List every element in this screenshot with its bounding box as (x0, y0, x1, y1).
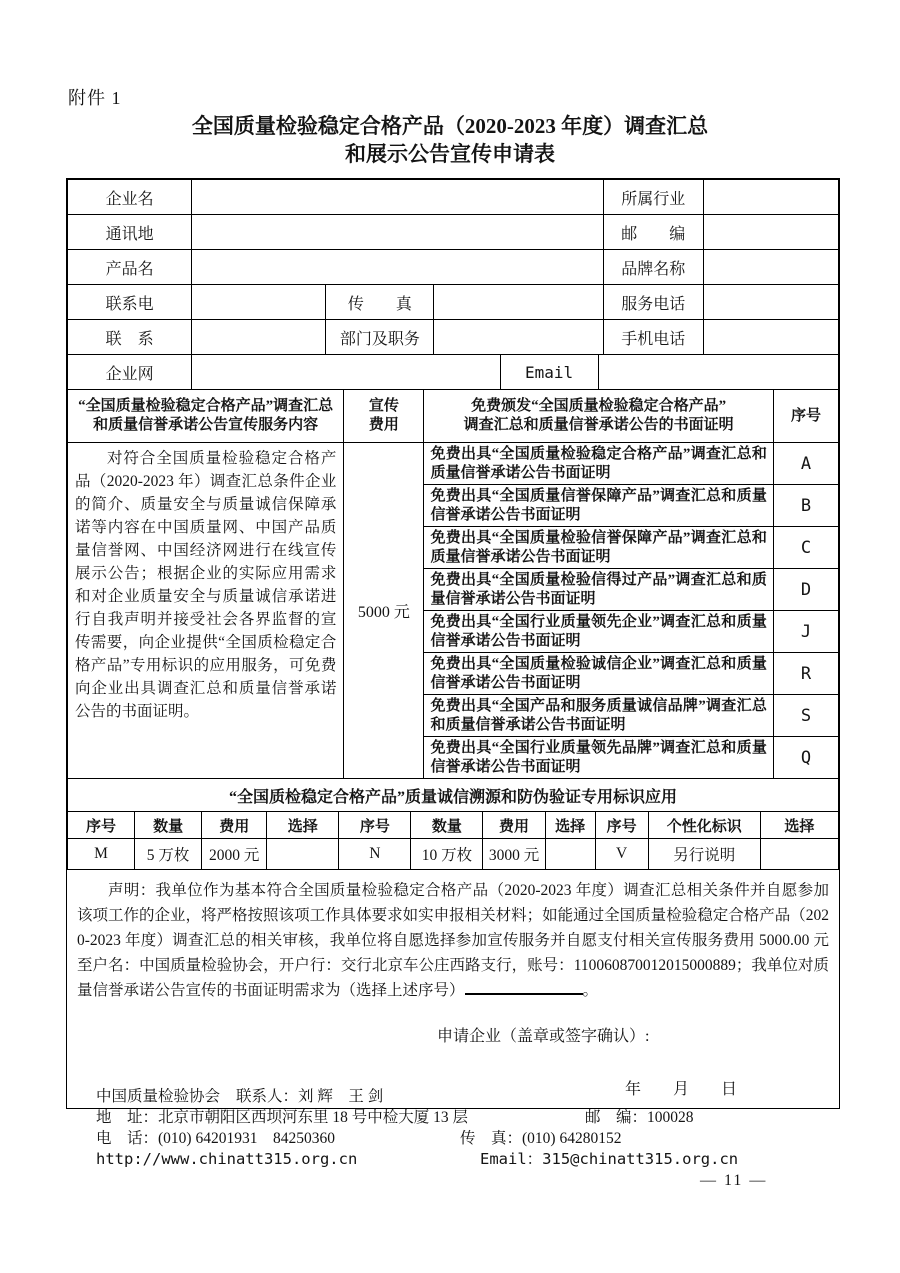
footer-postcode: 邮 编：100028 (585, 1109, 694, 1126)
marks-header: 序号 (595, 812, 648, 839)
marks-header: 费用 (483, 812, 545, 839)
postcode-field[interactable] (703, 215, 838, 250)
page-title (0, 112, 900, 168)
marks-header: 选择 (760, 812, 838, 839)
serial-code[interactable]: C (773, 527, 838, 569)
footer-org: 中国质量检验协会 (96, 1088, 221, 1105)
fee-value: 5000 元 (344, 443, 424, 779)
industry-field[interactable] (703, 180, 838, 215)
choice-m-field[interactable] (267, 839, 339, 870)
serial-code[interactable]: D (773, 569, 838, 611)
serial-header: 序号 (773, 390, 838, 443)
marks-section-table (67, 778, 839, 870)
service-content-header: “全国质量检验稳定合格产品”调查汇总 和质量信誉承诺公告宣传服务内容 (68, 390, 344, 443)
serial-code[interactable]: S (773, 695, 838, 737)
table-row (68, 320, 839, 355)
certificate-item-text: 免费出具“全国质量检验稳定合格产品”调查汇总和质量信誉承诺公告书面证明 (424, 443, 773, 485)
marks-qty-n: 10 万枚 (411, 839, 483, 870)
attachment-label: 附件 1 (68, 88, 122, 108)
choice-n-field[interactable] (545, 839, 595, 870)
company-name-field[interactable] (192, 180, 604, 215)
footer-address: 地 址：北京市朝阳区西坝河东里 18 号中检大厦 13 层 (96, 1109, 469, 1126)
declaration-cell (67, 869, 839, 1108)
table-row (68, 180, 839, 215)
phone-field[interactable] (192, 285, 326, 320)
address-field[interactable] (192, 215, 604, 250)
service-description: 对符合全国质量检验稳定合格产品（2020-2023 年）调查汇总条件企业的简介、质量安全与质量诚信保障承诺等内容在中国质量网、中国产品质量信誉网、中国经济网进行在线宣传展示公告；根据企业的实际应用需求和对企业质量安全与质量诚信承诺进行自我声明并接受社会各界监督的宣传需要，向企业提供“全国质检稳定合格产品”专用标识的应用服务，可免费向企业出具调查汇总和质量信誉承诺公告的书面证明。 (75, 450, 337, 720)
footer-line-1 (68, 1086, 840, 1107)
marks-serial-n: N (339, 839, 411, 870)
marks-fee-n: 3000 元 (483, 839, 545, 870)
phone-label: 联系电 (68, 285, 192, 320)
industry-label: 所属行业 (603, 180, 703, 215)
marks-header: 序号 (339, 812, 411, 839)
address-label: 通讯地 (68, 215, 192, 250)
marks-qty-m: 5 万枚 (135, 839, 202, 870)
marks-header: 个性化标识 (648, 812, 760, 839)
service-description-cell (68, 443, 344, 779)
service-phone-label: 服务电话 (603, 285, 703, 320)
marks-header-row (68, 812, 839, 839)
serial-code[interactable]: R (773, 653, 838, 695)
brand-name-field[interactable] (703, 250, 838, 285)
marks-title-row (68, 779, 839, 812)
certificate-item-text: 免费出具“全国行业质量领先品牌”调查汇总和质量信誉承诺公告书面证明 (424, 737, 773, 779)
page-number: — 11 — (700, 1172, 768, 1189)
table-row (68, 355, 839, 390)
certificate-item-text: 免费出具“全国质量检验信誉保障产品”调查汇总和质量信誉承诺公告书面证明 (424, 527, 773, 569)
marks-header: 数量 (135, 812, 202, 839)
marks-header: 费用 (202, 812, 267, 839)
product-name-label: 产品名 (68, 250, 192, 285)
marks-section-title: “全国质检稳定合格产品”质量诚信溯源和防伪验证专用标识应用 (68, 779, 839, 812)
certificate-item-text: 免费出具“全国质量检验信得过产品”调查汇总和质量信誉承诺公告书面证明 (424, 569, 773, 611)
certificate-item-text: 免费出具“全国质量检验诚信企业”调查汇总和质量信誉承诺公告书面证明 (424, 653, 773, 695)
fax-label: 传 真 (326, 285, 434, 320)
signature-label: 申请企业（盖章或签字确认）: (437, 1028, 650, 1045)
email-label: Email (500, 355, 598, 390)
certificate-header: 免费颁发“全国质量检验稳定合格产品” 调查汇总和质量信誉承诺公告的书面证明 (424, 390, 773, 443)
footer-fax: 传 真：(010) 64280152 (460, 1130, 622, 1147)
marks-header: 数量 (411, 812, 483, 839)
serial-code[interactable]: J (773, 611, 838, 653)
department-title-label: 部门及职务 (326, 320, 434, 355)
marks-data-row (68, 839, 839, 870)
brand-name-label: 品牌名称 (603, 250, 703, 285)
serial-code[interactable]: B (773, 485, 838, 527)
footer-line-2 (68, 1107, 840, 1128)
product-name-field[interactable] (192, 250, 604, 285)
mobile-phone-label: 手机电话 (603, 320, 703, 355)
declaration-text: 声明：我单位作为基本符合全国质量检验稳定合格产品（2020-2023 年度）调查汇总相关条件并自愿参加该项工作的企业，将严格按照该项工作具体要求如实申报相关材料；如能通过全国质量检验稳定合格产品（2020-2023 年度）调查汇总的相关审核，我单位将自愿选择参加宣传服务并自愿支付相关宣传服务费用 5000.00 元至户名：中国质量检验协会，开户行：交行北京车公庄西路支行，账号：110060870012015000889；我单位对质量信誉承诺公告宣传的书面证明需求为（选择上述序号） 。 (77, 882, 829, 999)
document-footer (68, 1086, 840, 1170)
footer-line-3 (68, 1128, 840, 1149)
fax-field[interactable] (434, 285, 603, 320)
serial-code[interactable]: Q (773, 737, 838, 779)
contact-table-top (67, 179, 839, 285)
website-field[interactable] (192, 355, 500, 390)
serial-selection-blank[interactable] (465, 979, 583, 995)
table-row (68, 285, 839, 320)
page-title-line1: 全国质量检验稳定合格产品（2020-2023 年度）调查汇总 (191, 114, 709, 138)
certificate-item-text: 免费出具“全国产品和服务质量诚信品牌”调查汇总和质量信誉承诺公告书面证明 (424, 695, 773, 737)
footer-line-4 (68, 1149, 840, 1170)
marks-header: 选择 (545, 812, 595, 839)
footer-phone: 电 话：(010) 64201931 84250360 (96, 1130, 335, 1147)
choice-v-field[interactable] (760, 839, 838, 870)
date-line: 年 月 日 (624, 1081, 737, 1098)
website-label: 企业网 (68, 355, 192, 390)
contact-table-middle (67, 284, 839, 355)
marks-serial-v: V (595, 839, 648, 870)
contact-person-label: 联 系 (68, 320, 192, 355)
mobile-phone-field[interactable] (703, 320, 838, 355)
postcode-label: 邮 编 (603, 215, 703, 250)
marks-custom-label: 另行说明 (648, 839, 760, 870)
marks-header: 序号 (68, 812, 135, 839)
table-row (68, 215, 839, 250)
page-title-line2: 和展示公告宣传申请表 (345, 142, 555, 166)
department-title-field[interactable] (434, 320, 603, 355)
service-phone-field[interactable] (703, 285, 838, 320)
serial-code[interactable]: A (773, 443, 838, 485)
table-row (68, 250, 839, 285)
marks-fee-m: 2000 元 (202, 839, 267, 870)
email-field[interactable] (598, 355, 838, 390)
contact-person-field[interactable] (192, 320, 326, 355)
certificate-item-text: 免费出具“全国质量信誉保障产品”调查汇总和质量信誉承诺公告书面证明 (424, 485, 773, 527)
service-item-row (68, 443, 839, 485)
marks-serial-m: M (68, 839, 135, 870)
footer-contacts: 联系人：刘 辉 王 剑 (236, 1088, 384, 1105)
service-section-table (67, 389, 839, 779)
footer-email-link[interactable]: Email：315@chinatt315.org.cn (480, 1150, 739, 1168)
certificate-item-text: 免费出具“全国行业质量领先企业”调查汇总和质量信誉承诺公告书面证明 (424, 611, 773, 653)
service-header-row (68, 390, 839, 443)
fee-header: 宣传 费用 (344, 390, 424, 443)
footer-website-link[interactable]: http://www.chinatt315.org.cn (96, 1150, 358, 1168)
marks-header: 选择 (267, 812, 339, 839)
application-form-table (66, 178, 840, 1109)
contact-table-bottom (67, 354, 839, 390)
company-name-label: 企业名 (68, 180, 192, 215)
